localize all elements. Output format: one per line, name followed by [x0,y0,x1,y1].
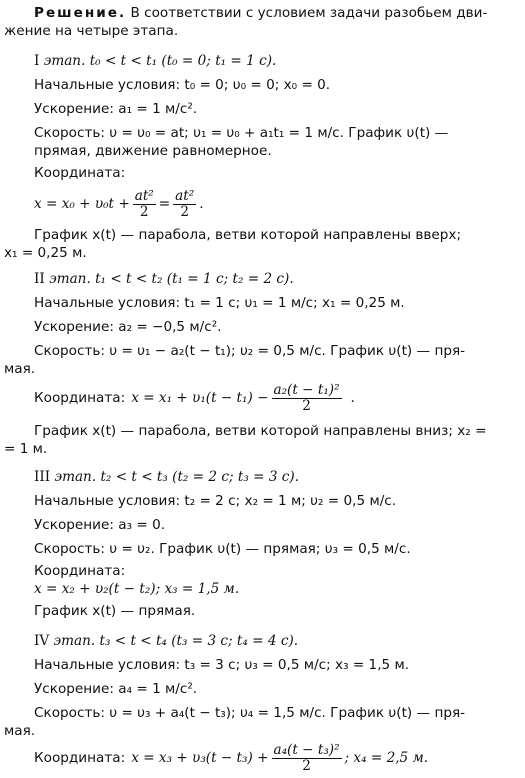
stage2-accel: Ускорение: a₂ = −0,5 м/с². [34,319,222,335]
stage3-coord: x = x₂ + υ₂(t − t₂); x₃ = 1,5 м. [34,581,240,597]
stage1-graph-2: x₁ = 0,25 м. [4,245,87,261]
stage1-fraction-1-denominator: 2 [139,203,149,220]
intro-text-2: жение на четыре этапа. [4,23,179,39]
stage1-title [34,52,519,70]
stage1-formula-end: . [199,196,204,212]
stage1-fraction-2-numerator: at² [175,187,195,204]
stage3-accel: Ускорение: a₃ = 0. [34,517,166,533]
stage1-coord-formula [34,186,519,222]
stage1-range: t₀ < t < t₁ (t₀ = 0; t₁ = 1 с). [89,53,277,69]
intro-text-1: В соответствии с условием задачи разобьем дви- [130,5,488,21]
stage1-graph-1: График x(t) — парабола, ветви которой направлены вверх; [34,227,462,243]
stage2-formula-end: . [350,390,355,406]
stage3-speed: Скорость: υ = υ₂. График υ(t) — прямая; υ₃ = 0,5 м/с. [34,541,411,557]
stage4-accel: Ускорение: a₄ = 1 м/с². [34,681,198,697]
stage2-fraction-denominator: 2 [302,397,311,414]
stage1-fraction-1-numerator: at² [134,187,154,204]
stage4-fraction-denominator: 2 [302,757,311,774]
stage2-number: II [34,271,45,287]
stage2-graph-1: График x(t) — парабола, ветви которой направлены вниз; x₂ = [34,423,487,439]
solution-heading: Решение. [34,5,127,21]
stage4-title [34,632,519,650]
stage1-fraction-2-denominator: 2 [180,203,189,220]
stage1-fraction-2 [173,189,196,220]
stage4-formula-left: x = x₃ + υ₃(t − t₃) + [131,750,269,766]
stage1-equals: = [158,196,171,212]
stage4-fraction [272,743,342,774]
stage4-speed-2: мая. [4,723,36,739]
stage3-title [34,468,519,486]
stage2-coord-label: Координата: [34,390,126,406]
stage2-coord-formula [34,380,519,416]
stage1-initial: Начальные условия: t₀ = 0; υ₀ = 0; x₀ = 0. [34,77,331,93]
stage2-title [34,270,519,288]
stage3-initial: Начальные условия: t₂ = 2 с; x₂ = 1 м; υ₂ = 0,5 м/с. [34,493,397,509]
stage4-coord-label: Координата: [34,750,126,766]
stage1-number: I [34,53,40,69]
stage4-name: этап. [53,633,96,649]
stage2-graph-2: = 1 м. [4,441,48,457]
stage2-fraction [272,383,342,414]
stage1-fraction-1 [133,189,156,220]
stage2-formula-left: x = x₁ + υ₁(t − t₁) − [131,390,269,406]
stage2-initial: Начальные условия: t₁ = 1 с; υ₁ = 1 м/с; x₁ = 0,25 м. [34,295,405,311]
stage2-range: t₁ < t < t₂ (t₁ = 1 с; t₂ = 2 с). [95,271,294,287]
stage4-number: IV [34,633,50,649]
stage3-number: III [34,469,51,485]
stage4-range: t₃ < t < t₄ (t₃ = 3 с; t₄ = 4 с). [99,633,299,649]
stage1-speed-2: прямая, движение равномерное. [34,143,272,159]
stage4-coord-formula [34,740,519,776]
stage4-formula-right: ; x₄ = 2,5 м. [344,750,429,766]
stage1-speed-1: Скорость: υ = υ₀ = at; υ₁ = υ₀ + a₁t₁ = 1 м/с. График υ(t) — [34,125,449,141]
intro-line-2 [4,22,519,40]
stage3-coord-label: Координата: [34,563,126,579]
stage1-name: этап. [43,53,86,69]
stage4-speed-1: Скорость: υ = υ₃ + a₄(t − t₃); υ₄ = 1,5 м/с. График υ(t) — пря- [34,705,466,721]
stage2-name: этап. [49,271,91,287]
intro-line-1 [34,4,519,22]
stage2-speed-2: мая. [4,361,36,377]
stage3-graph: График x(t) — прямая. [34,603,196,619]
stage4-fraction-numerator: a₄(t − t₃)² [273,741,340,758]
stage4-initial: Начальные условия: t₃ = 3 с; υ₃ = 0,5 м/с; x₃ = 1,5 м. [34,657,410,673]
stage2-fraction-numerator: a₂(t − t₁)² [273,381,340,398]
stage1-formula-left: x = x₀ + υ₀t + [34,196,130,212]
stage1-coord-label: Координата: [34,165,126,181]
stage2-speed-1: Скорость: υ = υ₁ − a₂(t − t₁); υ₂ = 0,5 м/с. График υ(t) — пря- [34,343,466,359]
stage1-accel: Ускорение: a₁ = 1 м/с². [34,101,198,117]
stage3-range: t₂ < t < t₃ (t₂ = 2 с; t₃ = 3 с). [100,469,300,485]
stage3-name: этап. [54,469,97,485]
